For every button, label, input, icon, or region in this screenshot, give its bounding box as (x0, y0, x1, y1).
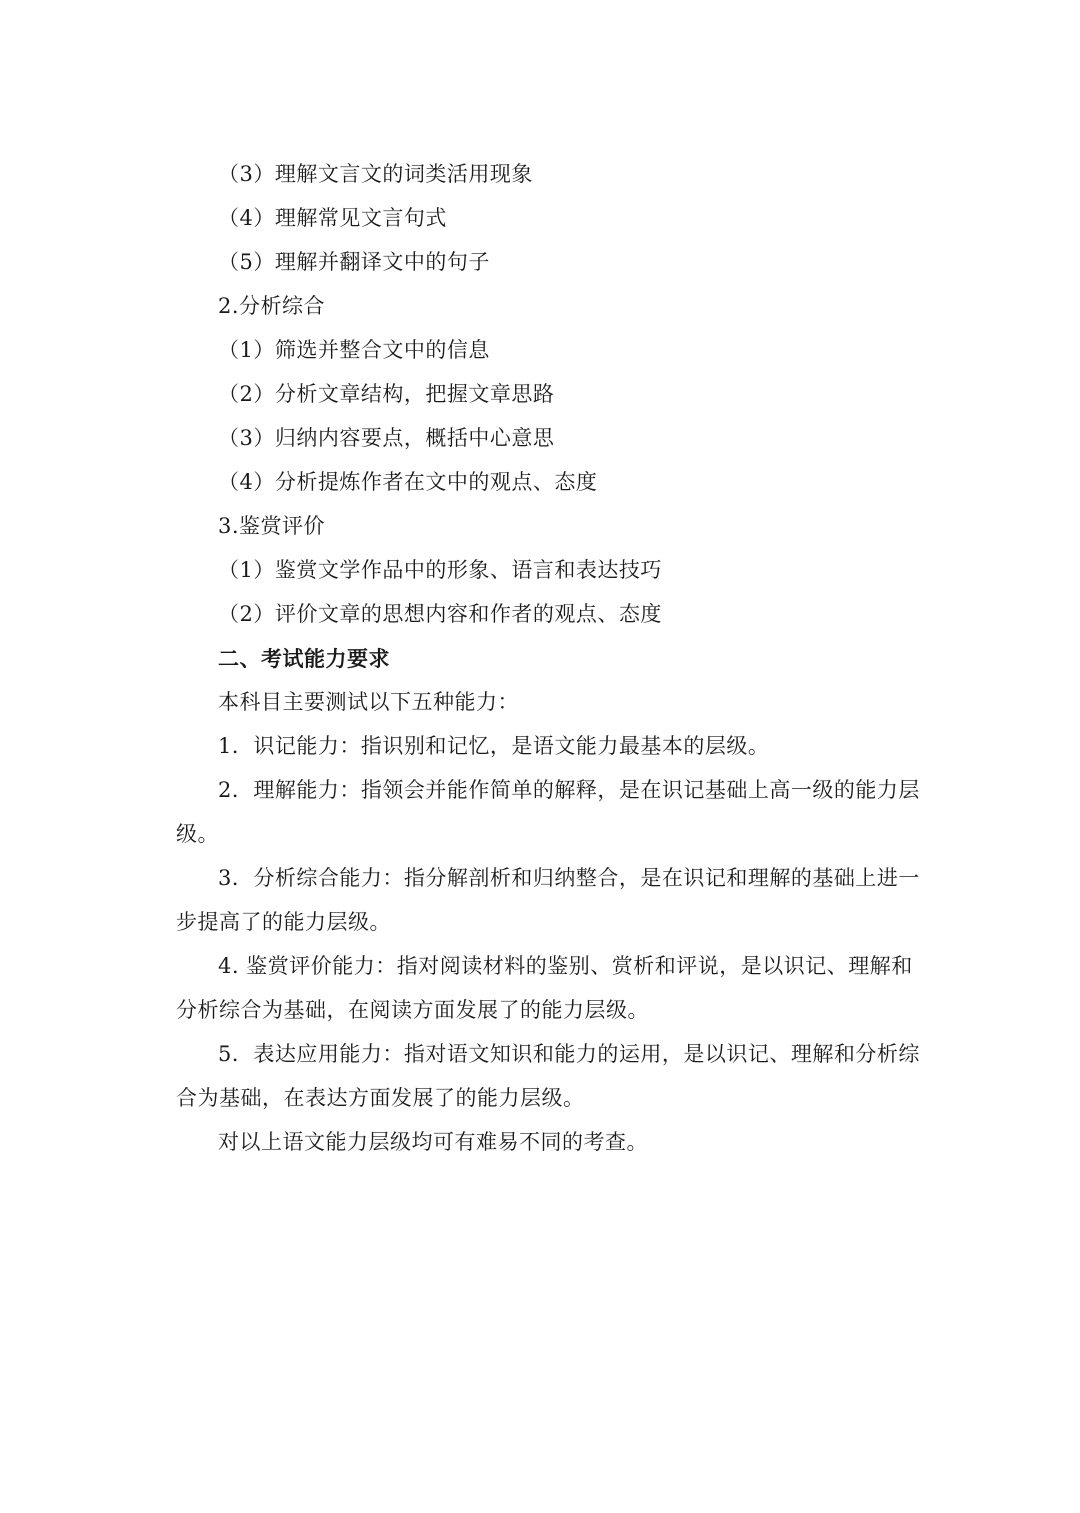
list-item: （4）分析提炼作者在文中的观点、态度 (218, 470, 598, 494)
section-title: 3.鉴赏评价 (218, 514, 326, 538)
paragraph-line: 分析综合为基础，在阅读方面发展了的能力层级。 (176, 998, 649, 1022)
section-heading: 二、考试能力要求 (218, 647, 390, 671)
paragraph: 本科目主要测试以下五种能力： (218, 690, 519, 714)
paragraph-line: 级。 (176, 822, 219, 846)
paragraph-line: 4. 鉴赏评价能力：指对阅读材料的鉴别、赏析和评说，是以识记、理解和 (218, 954, 913, 978)
list-item: （1）鉴赏文学作品中的形象、语言和表达技巧 (218, 558, 662, 582)
paragraph: 对以上语文能力层级均可有难易不同的考查。 (218, 1130, 648, 1154)
list-item: （3）归纳内容要点，概括中心意思 (218, 426, 555, 450)
list-item: （5）理解并翻译文中的句子 (218, 250, 490, 274)
paragraph-line: 1．识记能力：指识别和记忆，是语文能力最基本的层级。 (218, 734, 770, 758)
list-item: （2）分析文章结构，把握文章思路 (218, 382, 555, 406)
list-item: （4）理解常见文言句式 (218, 206, 447, 230)
paragraph-line: 步提高了的能力层级。 (176, 910, 391, 934)
paragraph-line: 5．表达应用能力：指对语文知识和能力的运用，是以识记、理解和分析综 (218, 1042, 920, 1066)
list-item: （1）筛选并整合文中的信息 (218, 338, 490, 362)
list-item: （2）评价文章的思想内容和作者的观点、态度 (218, 602, 662, 626)
paragraph-line: 2．理解能力：指领会并能作简单的解释，是在识记基础上高一级的能力层 (218, 778, 920, 802)
paragraph-line: 3．分析综合能力：指分解剖析和归纳整合，是在识记和理解的基础上进一 (218, 866, 920, 890)
section-title: 2.分析综合 (218, 294, 326, 318)
paragraph-line: 合为基础，在表达方面发展了的能力层级。 (176, 1086, 585, 1110)
list-item: （3）理解文言文的词类活用现象 (218, 162, 533, 186)
